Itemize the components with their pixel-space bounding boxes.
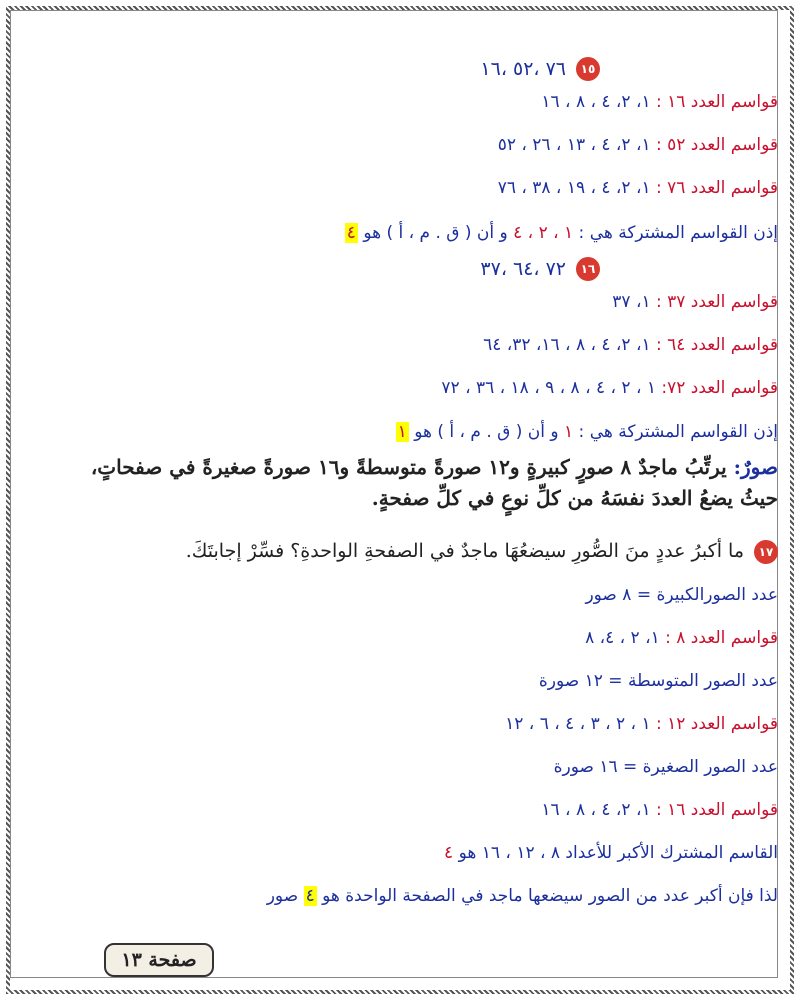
divisors-values: ١ ، ٢ ، ٣ ، ٤ ، ٦ ، ١٢: [505, 714, 651, 734]
conclusion-text: و أن ( ق . م ، أ ) هو: [357, 223, 514, 243]
divisors-line: [0, 799, 778, 821]
divisors-line: [0, 177, 778, 199]
final-answer-line: [0, 885, 778, 907]
common-divisors: ١: [564, 422, 574, 442]
divisors-line: [0, 713, 778, 735]
problem-number-badge: ١٦: [576, 257, 600, 281]
count-text: عدد الصور الصغيرة = ١٦ صورة: [553, 757, 778, 777]
divisors-label: قواسم العدد ٧٢:: [655, 378, 778, 398]
word-problem-line-2: [0, 483, 778, 513]
divisors-values: ١، ٣٧: [612, 292, 651, 312]
divisors-label: قواسم العدد ١٦ :: [650, 92, 778, 112]
conclusion-line: [0, 421, 778, 443]
page-number-label: صفحة ١٣: [104, 943, 214, 977]
common-divisors: ١ ، ٢ ، ٤: [513, 223, 574, 243]
count-line: [0, 670, 778, 692]
gcd-answer: ٤: [346, 223, 356, 243]
divisors-label: قواسم العدد ٥٢ :: [650, 135, 778, 155]
divisors-values: ١، ٢، ٤ ، ٨ ، ١٦: [541, 92, 651, 112]
gcd-answer: ١: [397, 422, 407, 442]
divisors-values: ١، ٢، ٤ ، ١٣ ، ٢٦ ، ٥٢: [497, 135, 651, 155]
divisors-values: ١، ٢، ٤ ، ١٩ ، ٣٨ ، ٧٦: [497, 178, 651, 198]
problem-number-badge: ١٧: [754, 540, 778, 564]
problem-15-header: [0, 57, 600, 81]
problem-16-header: [0, 257, 600, 281]
divisors-label: قواسم العدد ٧٦ :: [650, 178, 778, 198]
conclusion-text: و أن ( ق . م ، أ ) هو: [408, 422, 565, 442]
divisors-label: قواسم العدد ١٦ :: [650, 800, 778, 820]
problem-numbers: ٧٦ ،٥٢ ،١٦: [480, 58, 566, 80]
question-text: ما أكبرُ عددٍ منَ الصُّورِ سيضعُهَا ماجدٌ في الصفحةِ الواحدةِ؟ فسِّرْ إجابتَكَ.: [185, 540, 744, 562]
word-problem-text: حيثُ يضعُ العددَ نفسَهُ من كلِّ نوعٍ في كلِّ صفحةٍ.: [371, 486, 778, 510]
problem-number-badge: ١٥: [576, 57, 600, 81]
final-text: لذا فإن أكبر عدد من الصور سيضعها ماجد في الصفحة الواحدة هو: [316, 886, 778, 906]
divisors-values: ١ ، ٢ ، ٤ ، ٨ ، ٩ ، ١٨ ، ٣٦ ، ٧٢: [441, 378, 656, 398]
word-problem-text: يرتِّبُ ماجدٌ ٨ صورٍ كبيرةٍ و١٢ صورةً متوسطةً و١٦ صورةً صغيرةً في صفحاتٍ،: [90, 455, 727, 479]
word-problem-line-1: [0, 452, 778, 482]
divisors-line: [0, 91, 778, 113]
final-answer: ٤: [305, 886, 315, 906]
divisors-values: ١، ٢، ٤ ، ٨ ، ١٦، ٣٢، ٦٤: [483, 335, 651, 355]
problem-17-question: [0, 540, 778, 564]
divisors-label: قواسم العدد ٦٤ :: [650, 335, 778, 355]
divisors-values: ١، ٢ ، ٤، ٨: [585, 628, 660, 648]
final-text: صور: [266, 886, 304, 906]
count-line: [0, 756, 778, 778]
conclusion-line: [0, 222, 778, 244]
divisors-line: [0, 334, 778, 356]
conclusion-text: إذن القواسم المشتركة هي :: [573, 422, 778, 442]
gcd-text: القاسم المشترك الأكبر للأعداد ٨ ، ١٢ ، ١٦ هو: [453, 843, 778, 863]
divisors-label: قواسم العدد ١٢ :: [650, 714, 778, 734]
divisors-label: قواسم العدد ٣٧ :: [650, 292, 778, 312]
divisors-line: [0, 291, 778, 313]
keyword: صورٌ:: [726, 455, 778, 479]
divisors-line: [0, 627, 778, 649]
gcd-answer: ٤: [444, 843, 454, 863]
divisors-values: ١، ٢، ٤ ، ٨ ، ١٦: [541, 800, 651, 820]
divisors-line: [0, 134, 778, 156]
problem-numbers: ٧٢ ،٦٤ ،٣٧: [480, 258, 566, 280]
conclusion-text: إذن القواسم المشتركة هي :: [573, 223, 778, 243]
count-line: [0, 584, 778, 606]
count-text: عدد الصور المتوسطة = ١٢ صورة: [538, 671, 778, 691]
count-text: عدد الصورالكبيرة = ٨ صور: [585, 585, 778, 605]
divisors-label: قواسم العدد ٨ :: [659, 628, 778, 648]
gcd-line: [0, 842, 778, 864]
divisors-line: [0, 377, 778, 399]
